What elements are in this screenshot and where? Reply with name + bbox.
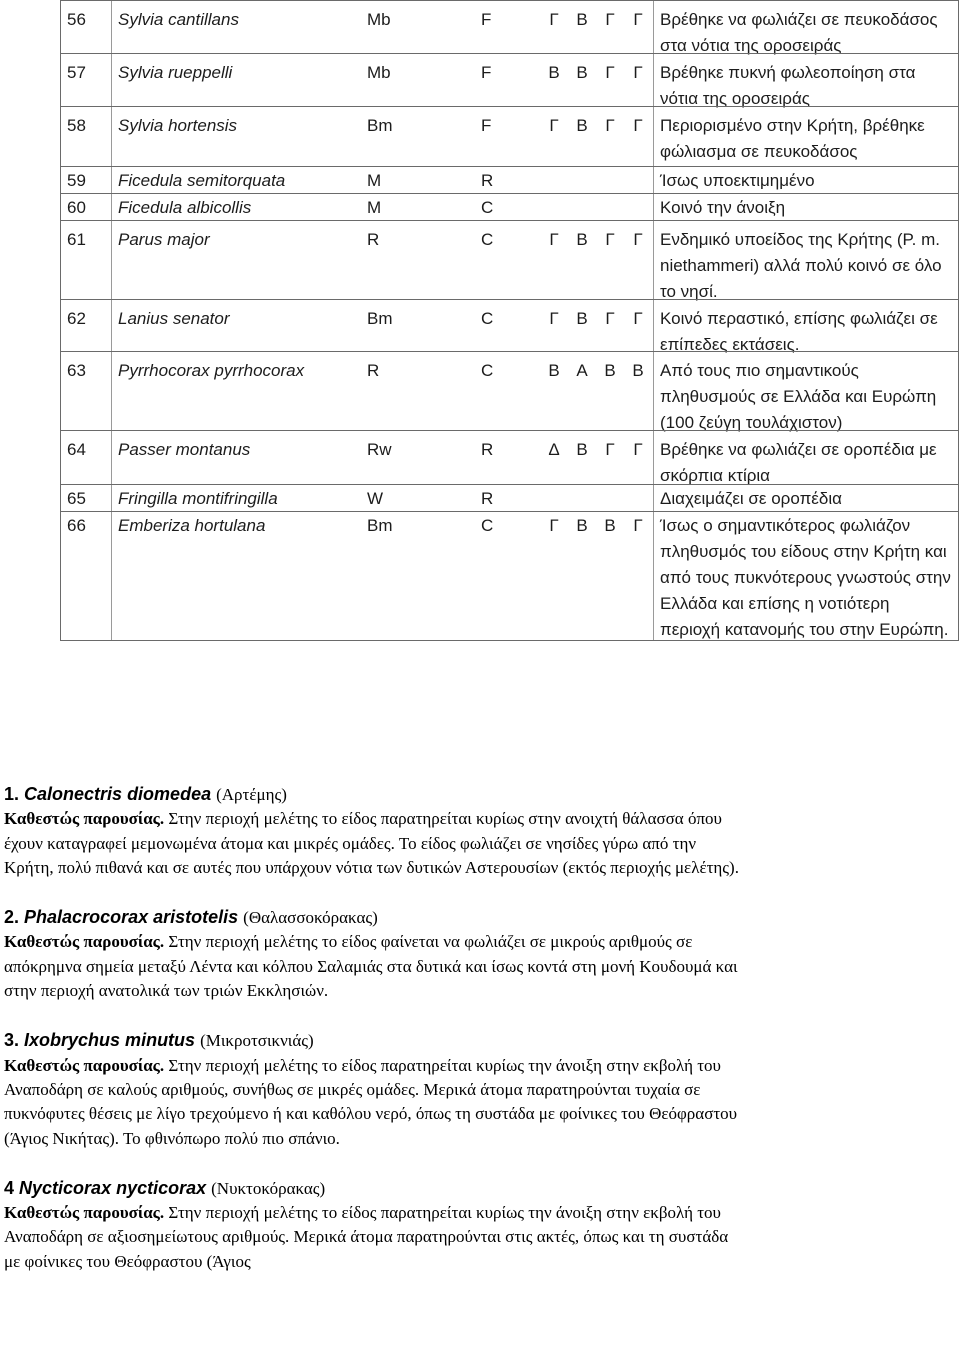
species-accounts	[4, 782, 744, 1299]
row-number: 58	[67, 116, 86, 135]
species-name: Emberiza hortulana	[118, 516, 266, 535]
row-number: 61	[67, 230, 86, 249]
table-row	[61, 484, 958, 512]
table-row	[61, 53, 958, 107]
entry-heading	[4, 1028, 744, 1053]
entry-text: Στην περιοχή μελέτης το είδος παρατηρείται κυρίως την άνοιξη στην εκβολή του Αναποδάρη σε αξιοσημείωτους αριθμούς. Μερικά άτομα παρατηρούνται στις ακτές, όπως και τη συστάδα με φοίνικες του Θεόφραστου (Άγιος	[4, 1203, 729, 1271]
grade-3: Γ	[605, 116, 615, 135]
entry-number: 4	[4, 1177, 15, 1198]
common-name: (Νυκτοκόρακας)	[211, 1178, 326, 1198]
grade-2: A	[576, 361, 588, 380]
grade-4: Γ	[633, 116, 643, 135]
abundance-code: R	[481, 440, 494, 459]
comment: Διαχειμάζει σε οροπέδια	[660, 489, 842, 508]
grade-2: B	[576, 516, 588, 535]
status-code: M	[367, 171, 382, 190]
abundance-code: R	[481, 171, 494, 190]
species-name: Sylvia cantillans	[118, 10, 239, 29]
entry-body	[4, 1054, 744, 1151]
grade-4: Γ	[633, 10, 643, 29]
grade-1: B	[548, 361, 560, 380]
abundance-code: F	[481, 116, 492, 135]
table-row	[61, 193, 958, 221]
row-number: 57	[67, 63, 86, 82]
grade-2: B	[576, 309, 588, 328]
row-number: 59	[67, 171, 86, 190]
abundance-code: F	[481, 10, 492, 29]
row-number: 60	[67, 198, 86, 217]
comment: Ίσως υποεκτιμημένο	[660, 171, 815, 190]
row-number: 64	[67, 440, 86, 459]
comment: Ενδημικό υποείδος της Κρήτης (P. m. niethammeri) αλλά πολύ κοινό σε όλο το νησί.	[660, 230, 942, 301]
species-name: Parus major	[118, 230, 210, 249]
status-code: R	[367, 361, 380, 380]
entry-text: Στην περιοχή μελέτης το είδος παρατηρείται κυρίως στην ανοιχτή θάλασσα όπου έχουν καταγραφεί μεμονωμένα άτομα και μικρές ομάδες. Το είδος φωλιάζει σε νησίδες γύρω από την Κρήτη, πολύ πιθανά και σε αυτές που υπάρχουν νότια των δυτικών Αστερουσίων (εκτός περιοχής μελέτης).	[4, 809, 739, 877]
entry-number: 3.	[4, 1030, 20, 1051]
species-name: Sylvia rueppelli	[118, 63, 233, 82]
grade-2: B	[576, 230, 588, 249]
table-row	[61, 106, 958, 167]
grade-1: Γ	[549, 309, 559, 328]
grade-3: B	[604, 516, 616, 535]
status-code: R	[367, 230, 380, 249]
status-label: Καθεστώς παρουσίας.	[4, 1055, 165, 1075]
grade-2: B	[576, 116, 588, 135]
status-code: Bm	[367, 309, 393, 328]
comment: Βρέθηκε πυκνή φωλεοποίηση στα νότια της οροσειράς	[660, 63, 916, 108]
grade-4: Γ	[633, 230, 643, 249]
grade-2: B	[576, 63, 588, 82]
status-label: Καθεστώς παρουσίας.	[4, 1203, 165, 1223]
grade-1: Γ	[549, 516, 559, 535]
comment: Κοινό περαστικό, επίσης φωλιάζει σε επίπεδες εκτάσεις.	[660, 309, 938, 354]
abundance-code: R	[481, 489, 494, 508]
grade-3: Γ	[605, 230, 615, 249]
row-number: 65	[67, 489, 86, 508]
comment: Βρέθηκε να φωλιάζει σε οροπέδια με σκόρπια κτίρια	[660, 440, 937, 485]
table-row	[61, 511, 958, 641]
comment: Περιορισμένο στην Κρήτη, βρέθηκε φώλιασμα σε πευκοδάσος	[660, 116, 925, 161]
scientific-name: Phalacrocorax aristotelis	[24, 907, 239, 928]
grade-2: B	[576, 10, 588, 29]
comment: Από τους πιο σημαντικούς πληθυσμούς σε Ελλάδα και Ευρώπη (100 ζεύγη τουλάχιστον)	[660, 361, 937, 432]
abundance-code: C	[481, 309, 494, 328]
grade-1: Δ	[548, 440, 560, 459]
status-code: Rw	[367, 440, 392, 459]
entry-heading	[4, 905, 744, 930]
entry-body	[4, 930, 744, 1003]
species-name: Lanius senator	[118, 309, 230, 328]
entry-number: 1.	[4, 784, 20, 804]
abundance-code: C	[481, 230, 494, 249]
species-entry	[4, 1176, 744, 1274]
status-code: Bm	[367, 516, 393, 535]
abundance-code: C	[481, 361, 494, 380]
status-code: Mb	[367, 10, 391, 29]
species-entry	[4, 782, 744, 880]
row-number: 56	[67, 10, 86, 29]
species-entry	[4, 905, 744, 1003]
grade-4: Γ	[633, 63, 643, 82]
common-name: (Μικροτσικνιάς)	[200, 1031, 314, 1051]
common-name: (Θαλασσοκόρακας)	[243, 908, 378, 928]
scientific-name: Nycticorax nycticorax	[19, 1177, 207, 1198]
species-name: Fringilla montifringilla	[118, 489, 278, 508]
species-name: Pyrrhocorax pyrrhocorax	[118, 361, 305, 380]
table-row	[61, 166, 958, 194]
species-name: Ficedula albicollis	[118, 198, 252, 217]
status-code: W	[367, 489, 384, 508]
species-name: Passer montanus	[118, 440, 251, 459]
entry-body	[4, 1201, 744, 1274]
comment: Ίσως ο σημαντικότερος φωλιάζον πληθυσμός του είδους στην Κρήτη και από τους πυκνότερους γνωστούς στην Ελλάδα και επίσης η νοτιότερη περιοχή κατανομής του στην Ευρώπη.	[660, 516, 951, 639]
grade-4: Γ	[633, 440, 643, 459]
comment: Βρέθηκε να φωλιάζει σε πευκοδάσος στα νότια της οροσειράς	[660, 10, 938, 55]
status-code: M	[367, 198, 382, 217]
species-name: Ficedula semitorquata	[118, 171, 286, 190]
grade-2: B	[576, 440, 588, 459]
abundance-code: F	[481, 63, 492, 82]
table-row	[61, 220, 958, 300]
common-name: (Αρτέμης)	[216, 785, 287, 804]
grade-1: Γ	[549, 10, 559, 29]
row-number: 63	[67, 361, 86, 380]
table-row	[61, 351, 958, 431]
abundance-code: C	[481, 516, 494, 535]
comment: Κοινό την άνοιξη	[660, 198, 786, 217]
grade-4: Γ	[633, 309, 643, 328]
grade-1: Γ	[549, 230, 559, 249]
entry-number: 2.	[4, 907, 20, 928]
table-row	[61, 0, 958, 54]
scientific-name: Ixobrychus minutus	[24, 1030, 196, 1051]
status-code: Mb	[367, 63, 391, 82]
species-name: Sylvia hortensis	[118, 116, 238, 135]
status-label: Καθεστώς παρουσίας.	[4, 809, 165, 829]
grade-3: Γ	[605, 63, 615, 82]
abundance-code: C	[481, 198, 494, 217]
table-row	[61, 299, 958, 352]
species-entry	[4, 1028, 744, 1150]
grade-1: B	[548, 63, 560, 82]
grade-3: Γ	[605, 309, 615, 328]
status-label: Καθεστώς παρουσίας.	[4, 932, 165, 952]
status-code: Bm	[367, 116, 393, 135]
grade-3: B	[604, 361, 616, 380]
entry-heading	[4, 1176, 744, 1201]
scientific-name: Calonectris diomedea	[24, 784, 212, 804]
entry-body	[4, 807, 744, 880]
entry-text: Στην περιοχή μελέτης το είδος παρατηρείται κυρίως την άνοιξη στην εκβολή του Αναποδάρη σε καλούς αριθμούς, συνήθως σε μικρές ομάδες. Μερικά άτομα παρατηρούνται τυχαία σε πυκνόφυτες θέσεις με λίγο τρεχούμενο ή και καθόλου νερό, όπως τη συστάδα με φοίνικες του Θεόφραστου (Άγιος Νικήτας). Το φθινόπωρο πολύ πιο σπάνιο.	[4, 1055, 738, 1148]
row-number: 62	[67, 309, 86, 328]
species-table	[60, 0, 959, 641]
grade-3: Γ	[605, 10, 615, 29]
row-number: 66	[67, 516, 86, 535]
grade-3: Γ	[605, 440, 615, 459]
grade-4: B	[632, 361, 644, 380]
entry-heading	[4, 782, 744, 807]
grade-1: Γ	[549, 116, 559, 135]
grade-4: Γ	[633, 516, 643, 535]
table-row	[61, 430, 958, 485]
entry-text: Στην περιοχή μελέτης το είδος φαίνεται να φωλιάζει σε μικρούς αριθμούς σε απόκρημνα σημεία μεταξύ Λέντα και κόλπου Σαλαμιάς στα δυτικά και ίσως κοντά στη μονή Κουδουμά και στην περιοχή ανατολικά των τριών Εκκλησιών.	[4, 932, 738, 1001]
